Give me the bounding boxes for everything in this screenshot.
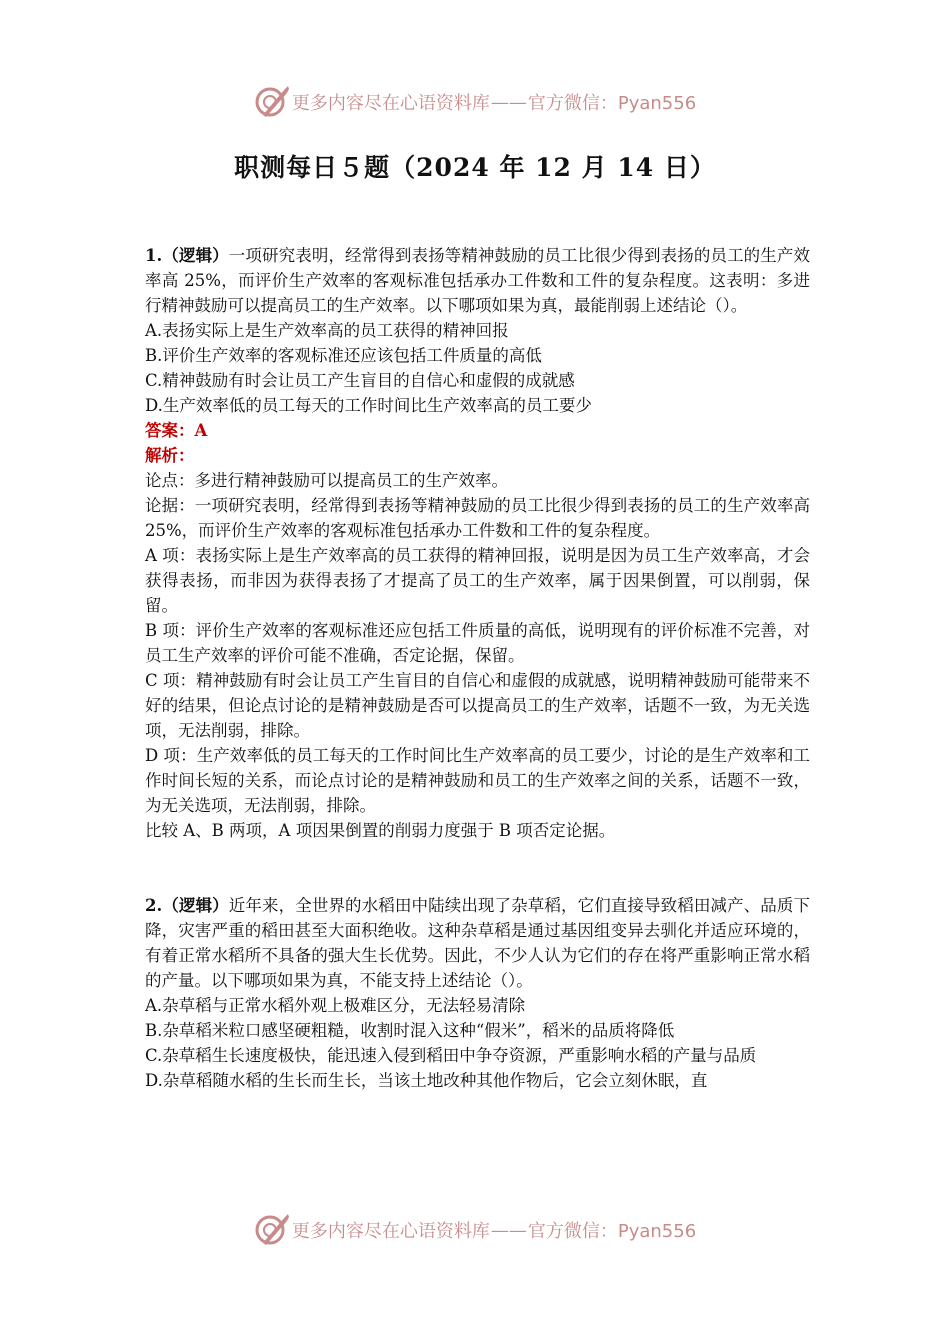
option-d: D.生产效率低的员工每天的工作时间比生产效率高的员工要少 xyxy=(145,396,592,415)
banner-wechat-text: 官方微信：Pyan556 xyxy=(527,93,697,114)
analysis-paragraph: C 项：精神鼓励有时会让员工产生盲目的自信心和虚假的成就感，说明精神鼓励可能带来不好的结果，但论点讨论的是精神鼓励是否可以提高员工的生产效率，话题不一致，为无关选项，无法削弱，排除。 xyxy=(145,671,810,740)
question-tag: （逻辑） xyxy=(162,246,229,265)
option-c: C.杂草稻生长速度极快，能迅速入侵到稻田中争夺资源，严重影响水稻的产量与品质 xyxy=(145,1046,757,1065)
banner-site-text: 更多内容尽在心语资料库 xyxy=(291,1221,490,1242)
document-body xyxy=(145,243,810,1093)
question-stem xyxy=(145,893,810,993)
banner-separator: —— xyxy=(490,1219,527,1241)
answer-label: 答案：A xyxy=(145,421,208,440)
analysis-paragraph: 论点：多进行精神鼓励可以提高员工的生产效率。 xyxy=(145,471,508,490)
option-a: A.杂草稻与正常水稻外观上极难区分，无法轻易清除 xyxy=(145,996,526,1015)
option-b: B.评价生产效率的客观标准还应该包括工件质量的高低 xyxy=(145,346,542,365)
question-number: 2. xyxy=(145,896,163,915)
question-tag: （逻辑） xyxy=(162,896,229,915)
question-number: 1. xyxy=(145,246,163,265)
analysis-paragraph: D 项：生产效率低的员工每天的工作时间比生产效率高的员工要少，讨论的是生产效率和工作时间长短的关系，而论点讨论的是精神鼓励和员工的生产效率之间的关系，话题不一致，为无关选项，无法削弱，排除。 xyxy=(145,746,810,815)
banner-wechat-text: 官方微信：Pyan556 xyxy=(527,1221,697,1242)
analysis-paragraph: B 项：评价生产效率的客观标准还应包括工件质量的高低，说明现有的评价标准不完善，对员工生产效率的评价可能不准确，否定论据，保留。 xyxy=(145,621,810,665)
page-title: 职测每日５题（2024 年 12 月 14 日） xyxy=(234,153,716,182)
analysis-paragraph: A 项：表扬实际上是生产效率高的员工获得的精神回报，说明是因为员工生产效率高，才会获得表扬，而非因为获得表扬了才提高了员工的生产效率，属于因果倒置，可以削弱，保留。 xyxy=(145,546,810,615)
banner-site-text: 更多内容尽在心语资料库 xyxy=(291,93,490,114)
question-1 xyxy=(145,243,810,843)
option-d: D.杂草稻随水稻的生长而生长，当该土地改种其他作物后，它会立刻休眠，直 xyxy=(145,1071,708,1090)
analysis-paragraph: 论据：一项研究表明，经常得到表扬等精神鼓励的员工比很少得到表扬的员工的生产效率高 25%，而评价生产效率的客观标准包括承办工件数和工件的复杂程度。 xyxy=(145,496,810,540)
footer-banner xyxy=(0,1210,950,1250)
analysis-label: 解析： xyxy=(145,446,195,465)
banner-separator: —— xyxy=(490,91,527,113)
question-2 xyxy=(145,893,810,1093)
pen-logo-icon xyxy=(254,1212,290,1248)
option-a: A.表扬实际上是生产效率高的员工获得的精神回报 xyxy=(145,321,509,340)
option-b: B.杂草稻米粒口感坚硬粗糙，收割时混入这种“假米”，稻米的品质将降低 xyxy=(145,1021,675,1040)
question-text: 一项研究表明，经常得到表扬等精神鼓励的员工比很少得到表扬的员工的生产效率高 25%，而评价生产效率的客观标准包括承办工件数和工件的复杂程度。这表明：多进行精神鼓励可以提高员工的生产效率。以下哪项如果为真，最能削弱上述结论（）。 xyxy=(145,246,810,315)
question-text: 近年来，全世界的水稻田中陆续出现了杂草稻，它们直接导致稻田减产、品质下降，灾害严重的稻田甚至大面积绝收。这种杂草稻是通过基因组变异去驯化并适应环境的，有着正常水稻所不具备的强大生长优势。因此，不少人认为它们的存在将严重影响正常水稻的产量。以下哪项如果为真，不能支持上述结论（）。 xyxy=(145,896,810,990)
header-banner xyxy=(0,82,950,122)
question-stem xyxy=(145,243,810,318)
pen-logo-icon xyxy=(254,84,290,120)
analysis-paragraph: 比较 A、B 两项，A 项因果倒置的削弱力度强于 B 项否定论据。 xyxy=(145,821,616,840)
option-c: C.精神鼓励有时会让员工产生盲目的自信心和虚假的成就感 xyxy=(145,371,575,390)
